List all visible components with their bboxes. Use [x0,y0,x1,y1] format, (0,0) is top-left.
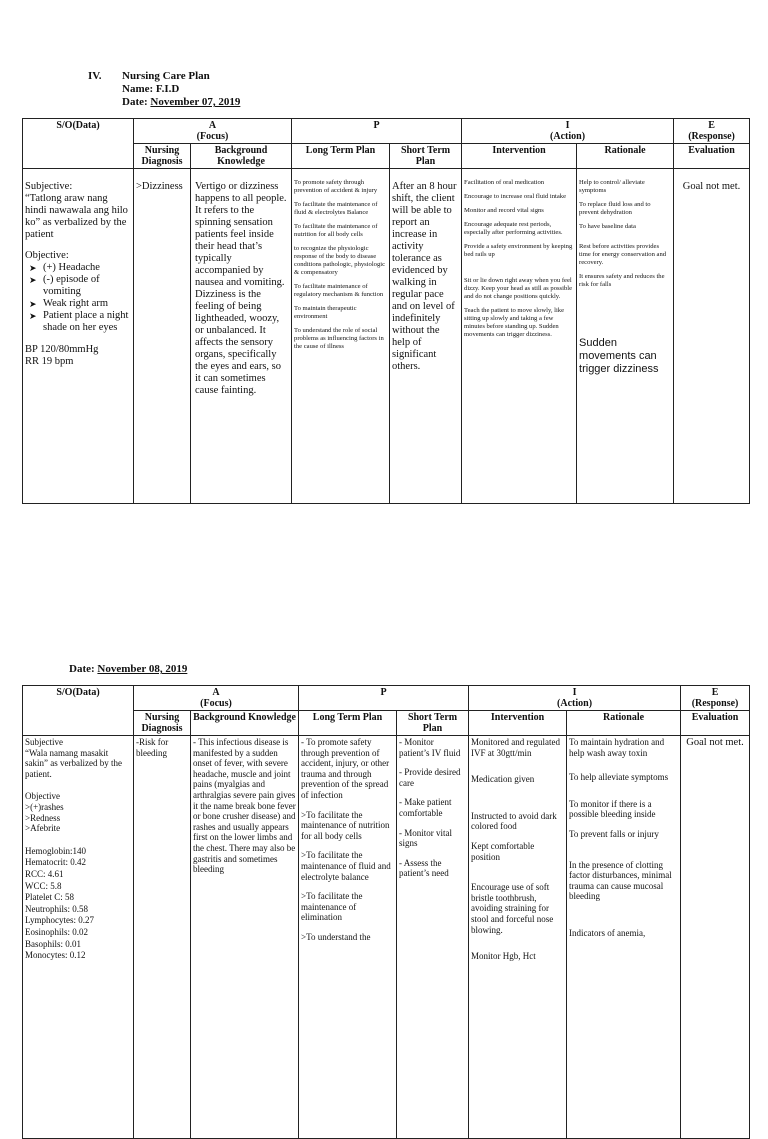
date-line [122,96,240,108]
col-intervention: Intervention [462,144,577,169]
list-item: >To understand the [301,931,371,942]
list-item: >To facilitate the maintenance of elimination [301,891,363,923]
list-item: >Afebrite [25,823,61,834]
list-item: ➤ (+) Headache [43,262,131,274]
background-cell: Vertigo or dizziness happens to all people. It refers to the spinning sensation patients feel inside their head that’s typically accompanied by nausea and vomiting. Dizziness is the feeling of being lightheaded, woozy, or unbalanced. It affects the sensory organs, specifically the eyes and ears, so it can sometimes cause fainting. [191,169,292,504]
col-a-header: A (Focus) [134,119,292,144]
list-item: ➤ (-) episode of vomiting [43,274,131,298]
col-short-term: Short Term Plan [390,144,462,169]
date-value: November 08, 2019 [97,663,188,675]
list-item: To facilitate maintenance of regulatory mechanism & function [294,283,384,298]
patient-name: Name: F.I.D [122,83,180,95]
list-item: Monitored and regulated IVF at 30gtt/min [471,737,561,758]
list-item: Encourage use of soft bristle toothbrush, avoiding straining for stool and forceful nose blowing. [471,882,554,935]
col-intervention: Intervention [469,711,567,736]
list-item: To facilitate the maintenance of fluid & electrolytes Balance [294,201,378,216]
list-item: - Monitor vital signs [399,827,453,849]
lab-value: Eosinophils: 0.02 [25,926,89,937]
respiratory-rate: RR 19 bpm [25,356,74,367]
list-item: In the presence of clotting factor disturbances, minimal trauma can cause mucosal bleeding [569,859,672,902]
document-title: Nursing Care Plan [122,70,210,82]
list-item: >(+)rashes [25,801,64,812]
section-numeral: IV. [88,70,102,82]
list-item: Help to control/ alleviate symptoms [579,179,645,194]
care-plan-table-2 [22,685,750,1139]
list-item: To have baseline data [579,223,636,230]
list-item: Rest before activities provides time for energy conservation and recovery. [579,243,667,266]
date-value: November 07, 2019 [150,96,241,108]
lab-value: Hemoglobin:140 [25,845,86,856]
rationale-sudden-movements: Sudden movements can trigger dizziness [579,337,659,375]
list-item: ➤ Patient place a night shade on her eyes [43,310,131,334]
col-p-header: P [292,119,462,144]
intervention-cell [469,736,567,1139]
list-item: Encourage adequate rest periods, especially after performing activities. [464,221,563,236]
objective-list [25,262,131,334]
intervention-cell [462,169,577,504]
lab-value: Platelet C: 58 [25,892,74,903]
list-item: to recognize the physiologic response of the body to disease conditions pathologic, physiologic & compensatory [294,245,386,276]
list-item: Monitor and record vital signs [464,207,544,214]
list-item: >To facilitate the maintenance of nutrition for all body cells [301,809,390,841]
list-item: To maintain therapeutic environment [294,305,357,320]
list-item: Medication given [471,774,535,785]
list-item: Monitor Hgb, Hct [471,951,536,962]
col-nursing-diagnosis: Nursing Diagnosis [134,711,191,736]
list-item: Provide a safety environment by keeping bed rails up [464,243,573,258]
lab-results [25,846,131,962]
rationale-cell [567,736,681,1139]
list-item: To prevent falls or injury [569,828,659,839]
col-nursing-diagnosis: Nursing Diagnosis [134,144,191,169]
lab-value: Neutrophils: 0.58 [25,903,88,914]
evaluation-cell: Goal not met. [681,736,750,1139]
list-item: >Redness [25,812,61,823]
objective-label: Objective [25,791,60,802]
long-term-cell [292,169,390,504]
col-evaluation: Evaluation [674,144,750,169]
list-item: Sit or lie down right away when you feel dizzy. Keep your head as still as possible and do not change positions quickly. [464,277,573,300]
background-cell: - This infectious disease is manifested by a sudden onset of fever, with severe headache, muscle and joint pains (myalgias and arthralgias severe pain gives it the name break bone fever or bone crusher disease) and rashes and usually appears first on the lower limbs and the chest. There may also be gastritis and sometimes bleeding [191,736,299,1139]
list-item: - Make patient comfortable [399,797,452,818]
col-so-header: S/O(Data) [23,119,134,169]
col-a-header: A (Focus) [134,686,299,711]
col-i-header: I (Action) [469,686,681,711]
subjective-quote: “Wala namang masakit sakin” as verbalized by the patient. [25,747,122,779]
list-item: - To promote safety through prevention of accident, injury, or other trauma and through prevention of the spread of infection [301,737,390,800]
col-rationale: Rationale [567,711,681,736]
col-i-header: I (Action) [462,119,674,144]
list-item: It ensures safety and reduces the risk for falls [579,273,665,288]
blood-pressure: BP 120/80mmHg [25,344,99,355]
evaluation-cell: Goal not met. [674,169,750,504]
date-label: Date: [122,96,148,108]
col-long-term: Long Term Plan [299,711,397,736]
subjective-quote: “Tatlong araw nang hindi nawawala ang hilo ko” as verbalized by the patient [25,193,128,240]
list-item: To promote safety through prevention of accident & injury [294,179,378,194]
rationale-cell [577,169,674,504]
col-background: Background Knowledge [191,144,292,169]
short-term-cell: After an 8 hour shift, the client will be able to report an increase in activity tolerance as evidenced by walking in regular pace and on level of indefinitely without the help of significant others. [390,169,462,504]
lab-value: Lymphocytes: 0.27 [25,915,94,926]
list-item: To maintain hydration and help wash away toxin [569,737,665,758]
list-item: - Provide desired care [399,767,461,788]
list-item: Instructed to avoid dark colored food [471,810,557,832]
col-long-term: Long Term Plan [292,144,390,169]
care-plan-table-1 [22,118,750,504]
so-data-cell [23,169,134,504]
date-line-2 [69,663,187,675]
lab-value: Monocytes: 0.12 [25,950,86,961]
date-label: Date: [69,663,95,675]
short-term-cell [397,736,469,1139]
list-item: Indicators of anemia, [569,927,646,938]
list-item: Facilitation of oral medication [464,179,545,186]
list-item: Encourage to increase oral fluid intake [464,193,567,200]
col-rationale: Rationale [577,144,674,169]
col-short-term: Short Term Plan [397,711,469,736]
list-item: ➤ Weak right arm [43,298,131,310]
list-item: To understand the role of social problems as influencing factors in the cause of illness [294,327,384,350]
objective-label: Objective: [25,250,69,261]
col-e-header: E (Response) [681,686,750,711]
list-item: To monitor if there is a possible bleeding inside [569,798,656,820]
long-term-cell [299,736,397,1139]
subjective-label: Subjective [25,737,63,747]
list-item: To facilitate the maintenance of nutrition for all body cells [294,223,378,238]
col-e-header: E (Response) [674,119,750,144]
list-item: - Assess the patient’s need [399,857,449,879]
col-evaluation: Evaluation [681,711,750,736]
list-item: To help alleviate symptoms [569,772,669,783]
col-so-header: S/O(Data) [23,686,134,736]
lab-value: RCC: 4.61 [25,868,64,879]
col-p-header: P [299,686,469,711]
list-item: - Monitor patient’s IV fluid [399,737,461,758]
list-item: Teach the patient to move slowly, like sitting up slowly and taking a few minutes before standing up. Sudden movements can trigger dizziness. [464,307,565,338]
diagnosis-cell: -Risk for bleeding [134,736,191,1139]
so-data-cell [23,736,134,1139]
list-item: Kept comfortable position [471,840,535,862]
lab-value: WCC: 5.8 [25,880,62,891]
subjective-label: Subjective: [25,181,73,192]
lab-value: Hematocrit: 0.42 [25,857,86,868]
col-background: Background Knowledge [191,711,299,736]
lab-value: Basophils: 0.01 [25,938,82,949]
list-item: To replace fluid loss and to prevent dehydration [579,201,651,216]
section-heading [88,70,210,82]
diagnosis-cell: >Dizziness [134,169,191,504]
list-item: >To facilitate the maintenance of fluid and electrolyte balance [301,850,391,882]
